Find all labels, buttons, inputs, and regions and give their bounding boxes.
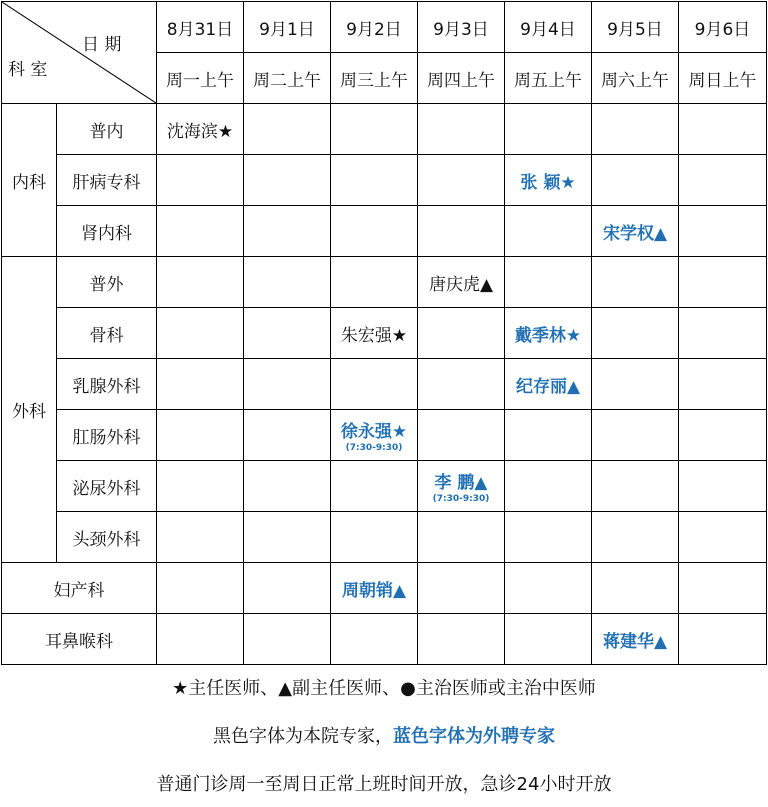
date-header: 9月6日: [679, 2, 767, 53]
date-header: 9月2日: [331, 2, 418, 53]
doctor-name: 沈海滨★: [166, 121, 234, 142]
schedule-cell: [592, 461, 679, 512]
note-external-experts: 蓝色字体为外聘专家: [393, 726, 555, 747]
dept-group-ent: 耳鼻喉科: [2, 614, 157, 665]
schedule-cell: [679, 563, 767, 614]
schedule-cell: [592, 614, 679, 665]
schedule-cell: [418, 257, 505, 308]
schedule-cell: [244, 257, 331, 308]
schedule-cell: [505, 410, 592, 461]
diagonal-divider: [2, 2, 156, 103]
schedule-cell: [679, 257, 767, 308]
schedule-cell: [244, 308, 331, 359]
schedule-cell: [331, 359, 418, 410]
schedule-cell: [505, 308, 592, 359]
schedule-cell: [679, 206, 767, 257]
schedule-cell: [418, 461, 505, 512]
subdept-name: 肛肠外科: [57, 410, 157, 461]
clinic-hours: (7:30-9:30): [432, 493, 490, 504]
date-header: 8月31日: [157, 2, 244, 53]
schedule-cell: [418, 104, 505, 155]
schedule-cell: [592, 155, 679, 206]
subdept-name: 头颈外科: [57, 512, 157, 563]
schedule-cell: [592, 512, 679, 563]
weekday-header: 周一上午: [157, 53, 244, 104]
schedule-cell: [505, 614, 592, 665]
schedule-cell: [505, 563, 592, 614]
schedule-cell: [244, 563, 331, 614]
schedule-cell: [331, 308, 418, 359]
schedule-cell: [157, 104, 244, 155]
table-row: [2, 614, 767, 665]
subdept-name: 乳腺外科: [57, 359, 157, 410]
schedule-cell: [331, 155, 418, 206]
schedule-cell: [331, 410, 418, 461]
schedule-cell: [505, 257, 592, 308]
table-row: [2, 512, 767, 563]
table-row: [2, 563, 767, 614]
schedule-cell: [505, 206, 592, 257]
weekday-header: 周五上午: [505, 53, 592, 104]
doctor-name: 戴季林★: [514, 325, 582, 346]
doctor-name: 唐庆虎▲: [428, 274, 494, 295]
schedule-cell: [244, 512, 331, 563]
subdept-name: 骨科: [57, 308, 157, 359]
schedule-cell: [157, 461, 244, 512]
schedule-cell: [157, 410, 244, 461]
schedule-cell: [331, 104, 418, 155]
schedule-cell: [418, 308, 505, 359]
schedule-cell: [418, 359, 505, 410]
hours-note: 普通门诊周一至周日正常上班时间开放，急诊24小时开放: [156, 774, 612, 795]
weekday-header: 周四上午: [418, 53, 505, 104]
schedule-cell: [244, 104, 331, 155]
schedule-cell: [592, 359, 679, 410]
schedule-cell: [418, 410, 505, 461]
schedule-cell: [679, 308, 767, 359]
schedule-cell: [679, 512, 767, 563]
schedule-cell: [505, 104, 592, 155]
dept-axis-label: 科 室: [8, 60, 48, 80]
schedule-cell: [679, 155, 767, 206]
header-corner-cell: [2, 2, 157, 104]
schedule-cell: [418, 512, 505, 563]
schedule-cell: [592, 308, 679, 359]
doctor-name: 徐永强★: [340, 421, 408, 442]
table-row: [2, 359, 767, 410]
date-header: 9月4日: [505, 2, 592, 53]
schedule-cell: [418, 563, 505, 614]
schedule-cell: [244, 614, 331, 665]
date-header: 9月3日: [418, 2, 505, 53]
schedule-cell: [331, 461, 418, 512]
schedule-cell: [157, 308, 244, 359]
schedule-cell: [157, 614, 244, 665]
dept-group-obgyn: 妇产科: [2, 563, 157, 614]
schedule-cell: [592, 563, 679, 614]
schedule-cell: [331, 563, 418, 614]
schedule-cell: [331, 257, 418, 308]
doctor-name: 李 鹏▲: [434, 472, 488, 493]
schedule-cell: [592, 410, 679, 461]
schedule-cell: [244, 359, 331, 410]
schedule-cell: [157, 512, 244, 563]
schedule-cell: [679, 104, 767, 155]
note-internal-experts: 黑色字体为本院专家，: [213, 726, 393, 747]
doctor-name: 周朝销▲: [341, 580, 407, 601]
weekday-header: 周二上午: [244, 53, 331, 104]
schedule-cell: [157, 155, 244, 206]
schedule-cell: [505, 359, 592, 410]
schedule-cell: [418, 155, 505, 206]
subdept-name: 肾内科: [57, 206, 157, 257]
schedule-cell: [505, 155, 592, 206]
table-row: [2, 410, 767, 461]
schedule-cell: [157, 257, 244, 308]
table-row: [2, 155, 767, 206]
schedule-cell: [505, 512, 592, 563]
date-header: 9月5日: [592, 2, 679, 53]
doctor-name: 蒋建华▲: [602, 631, 668, 652]
table-row: [2, 308, 767, 359]
schedule-cell: [592, 206, 679, 257]
subdept-name: 普内: [57, 104, 157, 155]
schedule-cell: [244, 155, 331, 206]
schedule-cell: [679, 461, 767, 512]
schedule-cell: [157, 563, 244, 614]
schedule-cell: [679, 359, 767, 410]
doctor-name: 张 颖★: [520, 172, 576, 193]
schedule-cell: [418, 614, 505, 665]
schedule-cell: [418, 206, 505, 257]
schedule-cell: [592, 257, 679, 308]
weekday-header: 周日上午: [679, 53, 767, 104]
schedule-cell: [244, 461, 331, 512]
table-row: [2, 104, 767, 155]
subdept-name: 肝病专科: [57, 155, 157, 206]
table-row: [2, 257, 767, 308]
schedule-cell: [157, 359, 244, 410]
schedule-cell: [679, 410, 767, 461]
clinic-hours: (7:30-9:30): [345, 442, 403, 453]
legend-line: ★主任医师、▲副主任医师、●主治医师或主治中医师: [172, 678, 596, 699]
color-note-line: [0, 722, 768, 748]
weekday-header: 周三上午: [331, 53, 418, 104]
table-row: [2, 461, 767, 512]
schedule-cell: [331, 206, 418, 257]
date-header: 9月1日: [244, 2, 331, 53]
schedule-cell: [679, 614, 767, 665]
table-row: [2, 206, 767, 257]
schedule-cell: [244, 206, 331, 257]
subdept-name: 普外: [57, 257, 157, 308]
schedule-cell: [157, 206, 244, 257]
schedule-cell: [331, 512, 418, 563]
dept-group-internal: 内科: [2, 104, 57, 257]
subdept-name: 泌尿外科: [57, 461, 157, 512]
schedule-cell: [331, 614, 418, 665]
doctor-name: 朱宏强★: [340, 325, 408, 346]
doctor-name: 宋学权▲: [602, 223, 668, 244]
dept-group-surgery: 外科: [2, 257, 57, 563]
schedule-cell: [505, 461, 592, 512]
schedule-table: [1, 1, 767, 665]
doctor-name: 纪存丽▲: [515, 376, 581, 397]
schedule-cell: [592, 104, 679, 155]
date-axis-label: 日 期: [82, 35, 122, 55]
weekday-header: 周六上午: [592, 53, 679, 104]
schedule-cell: [244, 410, 331, 461]
